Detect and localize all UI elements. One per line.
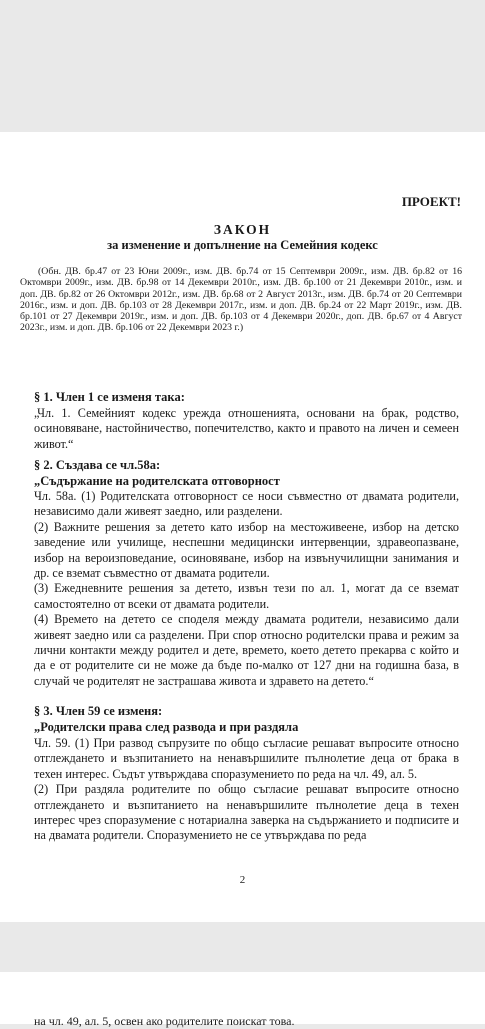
section-2-body — [34, 489, 459, 689]
section-2-paragraph-4: (4) Времето на детето се споделя между двамата родители, независимо дали живеят заедно или са разделени. При спор относно родителски права и режим за лични контакти между родител и дете, времето, което детето прекарва с който и да е от родителите си не може да бъде по-малко от 127 дни на годишна база, в случай че родителят не застрашава живота и здравето на детето.“ — [34, 612, 459, 688]
section-2-heading: § 2. Създава се чл.58а: — [34, 458, 161, 472]
section-3-paragraph-1: Чл. 59. (1) При развод съпрузите по общо съгласие решават въпросите относно отглеждането и възпитанието на ненавършилите пълнолетие деца от брака в техен интерес. Съдът утвърждава споразумението по реда на чл. 49, ал. 5. — [34, 736, 459, 781]
project-label: ПРОЕКТ! — [401, 194, 461, 209]
section-3-body — [34, 736, 459, 844]
section-2-subheading: „Съдържание на родителската отговорност — [34, 474, 280, 488]
section-2-paragraph-1: Чл. 58а. (1) Родителската отговорност се носи съвместно от двамата родители, независимо дали живеят заедно, или разделени. — [34, 489, 459, 519]
section-1-text: „Чл. 1. Семейният кодекс урежда отношенията, основани на брак, родство, осиновяване, настойничество, попечителство, както и правото на личен и семеен живот.“ — [34, 406, 459, 451]
law-subtitle: за изменение и допълнение на Семейния кодекс — [107, 238, 378, 252]
law-title: ЗАКОН — [213, 222, 272, 237]
section-1-heading: § 1. Член 1 се изменя така: — [34, 390, 185, 404]
document-page — [0, 132, 485, 922]
next-page-text: на чл. 49, ал. 5, освен ако родителите поискат това. — [34, 1014, 295, 1028]
page-number: 2 — [239, 874, 246, 886]
section-2-paragraph-3: (3) Ежедневните решения за детето, извън тези по ал. 1, могат да се вземат самостоятелно от всеки от двамата родители. — [34, 581, 459, 611]
section-3-paragraph-2: (2) При раздяла родителите по общо съгласие решават въпросите относно отглеждането и възпитанието на ненавършилите пълнолетие деца в техен интерес чрез споразумение с нотариална заверка на съдържанието и подписите и на двамата родители. Споразумението не се утвърждава по реда — [34, 782, 459, 843]
section-2-paragraph-2: (2) Важните решения за детето като избор на местоживеене, избор на детско заведение или училище, неспешни медицински интервенции, здравеопазване, избор на вероизповедание, осиновяване, избор на извънучилищни занимания и др. се вземат съвместно от двамата родители. — [34, 519, 459, 581]
section-3-subheading: „Родителски права след развода и при раздяла — [34, 720, 299, 734]
section-3-heading: § 3. Член 59 се изменя: — [34, 704, 163, 718]
publication-references: (Обн. ДВ. бр.47 от 23 Юни 2009г., изм. ДВ. бр.74 от 15 Септември 2009г., изм. ДВ. бр.82 от 16 Октомври 2009г., изм. ДВ. бр.98 от 14 Декември 2010г., изм. ДВ. бр.100 от 21 Декември 2010г., изм. и доп. ДВ. бр.82 от 26 Октомври 2012г., изм. ДВ. бр.68 от 2 Август 2013г., изм. ДВ. бр.74 от 20 Септември 2016г., изм. и доп. ДВ. бр.103 от 28 Декември 2017г., изм. и доп. ДВ. бр.24 от 22 Март 2019г., изм. ДВ. бр.101 от 27 Декември 2019г., изм. и доп. ДВ. бр.103 от 4 Декември 2020г., доп. ДВ. бр.67 от 4 Август 2023г., изм. и доп. ДВ. бр.106 от 22 Декември 2023 г.) — [20, 266, 462, 334]
next-page — [0, 972, 485, 1028]
